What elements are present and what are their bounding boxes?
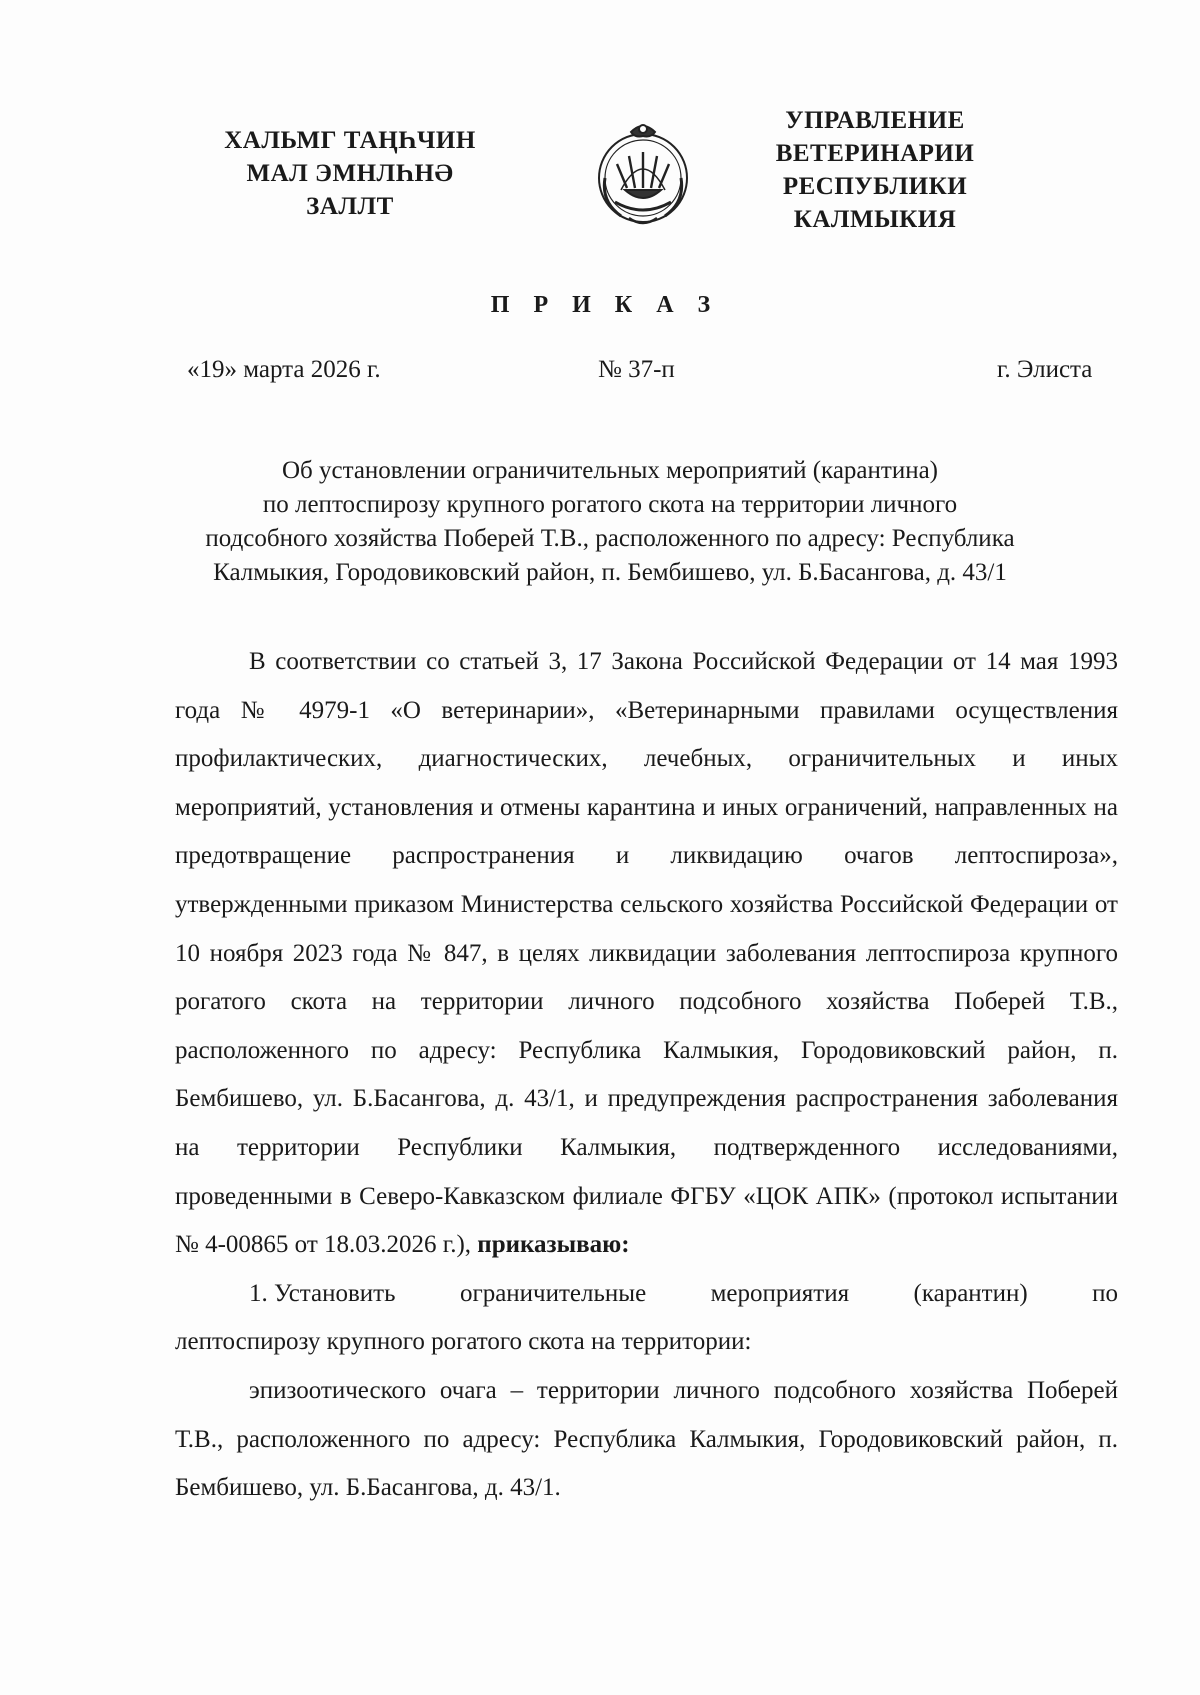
point-1-word: 1. Установить <box>249 1279 396 1307</box>
point-1-detail: эпизоотического очага – территории личного подсобного хозяйства Поберей Т.В., расположенного по адресу: Республика Калмыкия, Городовиковский район, п. Бембишево, ул. Б.Басангова, д. 43/1. <box>175 1376 1118 1502</box>
point-1-word: (карантин) <box>913 1279 1028 1307</box>
issuer-russian-line: КАЛМЫКИЯ <box>793 206 957 233</box>
issuer-name-kalmyk <box>200 124 500 223</box>
point-1-continuation: лептоспирозу крупного рогатого скота на территории: <box>175 1328 752 1356</box>
point-1-word: мероприятия <box>710 1279 850 1307</box>
subject-line: подсобного хозяйства Поберей Т.В., расположенного по адресу: Республика <box>205 525 1015 552</box>
document-body <box>175 638 1118 1513</box>
subject-line: Калмыкия, Городовиковский район, п. Бембишево, ул. Б.Басангова, д. 43/1 <box>213 559 1007 586</box>
issuer-russian-line: ВЕТЕРИНАРИИ <box>775 140 975 167</box>
document-city: г. Элиста <box>997 356 1093 383</box>
issuer-kalmyk-line: МАЛ ЭМНЛҺНӘ <box>246 160 454 187</box>
document-subject <box>150 454 1070 590</box>
document-type-title: П Р И К А З <box>490 292 720 318</box>
document-date: «19» марта 2026 г. <box>187 356 381 383</box>
point-1-heading <box>175 1270 1118 1319</box>
preamble-paragraph <box>175 638 1118 1270</box>
point-1-word: по <box>1092 1279 1118 1307</box>
order-word: приказываю: <box>477 1231 630 1259</box>
issuer-kalmyk-line: ЗАЛЛТ <box>306 193 394 220</box>
issuer-kalmyk-line: ХАЛЬМГ ТАҢҺЧИН <box>224 127 476 154</box>
issuer-russian-line: УПРАВЛЕНИЕ <box>785 107 965 134</box>
issuer-name-russian <box>725 104 1025 236</box>
point-1-word: ограничительные <box>459 1279 647 1307</box>
issuer-russian-line: РЕСПУБЛИКИ <box>782 173 968 200</box>
subject-line: по лептоспирозу крупного рогатого скота на территории личного <box>262 491 958 518</box>
coat-of-arms-icon <box>591 118 695 232</box>
preamble-text: В соответствии со статьей 3, 17 Закона Российской Федерации от 14 мая 1993 года № 4979-1 «О ветеринарии», «Ветеринарными правилами осуществления профилактических, диагностических, лечебных, ограничительных и иных мероприятий, установления и отмены карантина и иных ограничений, направленных на предотвращение распространения и ликвидацию очагов лептоспироза», утвержденными приказом Министерства сельского хозяйства Российской Федерации от 10 ноября 2023 года № 847, в целях ликвидации заболевания лептоспироза крупного рогатого скота на территории личного подсобного хозяйства Поберей Т.В., расположенного по адресу: Республика Калмыкия, Городовиковский район, п. Бембишево, ул. Б.Басангова, д. 43/1, и предупреждения распространения заболевания на территории Республики Калмыкия, подтвержденного исследованиями, проведенными в Северо-Кавказском филиале ФГБУ «ЦОК АПК» (протокол испытании № 4-00865 от 18.03.2026 г.), <box>175 648 1118 1259</box>
document-number: № 37-п <box>598 356 675 383</box>
subject-line: Об установлении ограничительных мероприятий (карантина) <box>281 457 939 484</box>
